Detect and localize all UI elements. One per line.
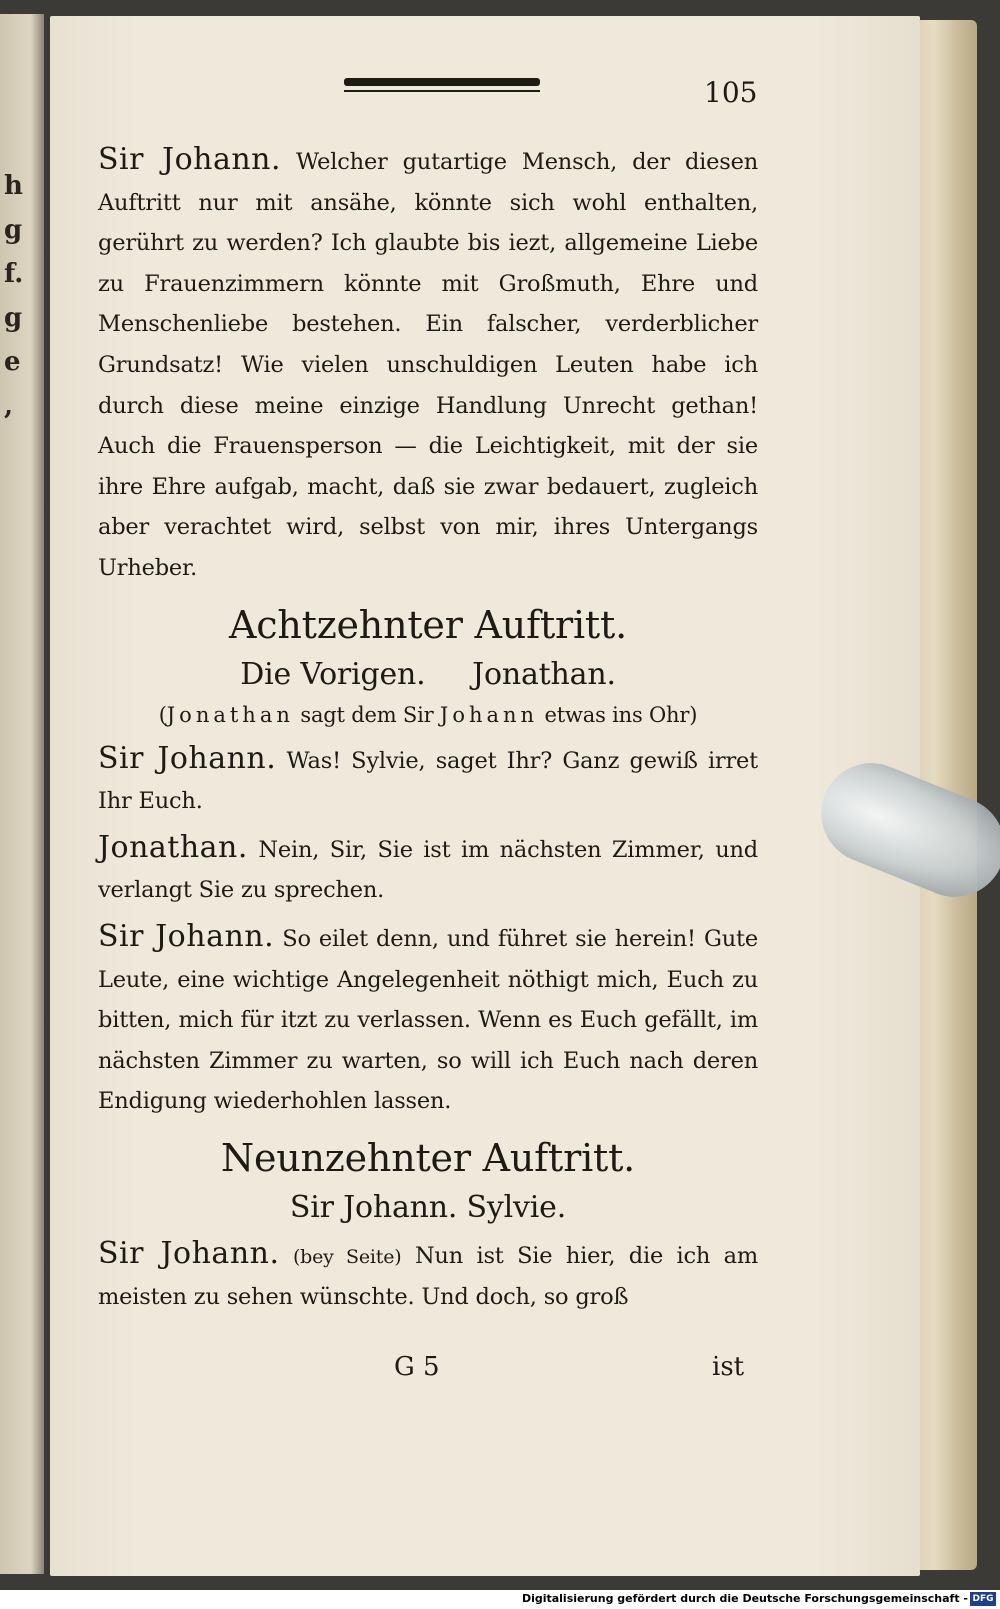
speaker-label: Sir Johann. <box>98 740 277 776</box>
left-margin-marks <box>4 164 34 428</box>
left-mark: f. <box>4 259 24 289</box>
header-rule-thin <box>344 90 540 92</box>
speech-text: Welcher gutartige Mensch, der diesen Auftritt nur mit ansähe, könnte sich wohl enthalten, gerührt zu werden? Ich glaubte bis iezt, allgemeine Liebe zu Frauenzimmern könnte mit Großmuth, Ehre und Menschenliebe bestehen. Ein falscher, verderblicher Grundsatz! Wie vielen unschuldigen Leuten habe ich durch diese meine einzige Handlung Unrecht gethan! Auch die Frauensperson — die Leichtigkeit, mit der sie ihre Ehre aufgab, macht, daß sie zwar bedauert, zugleich aber verachtet wird, selbst von mir, ihres Untergangs Urheber. <box>98 149 759 581</box>
catchword: ist <box>712 1352 745 1382</box>
stage-text: sagt dem Sir <box>293 702 440 727</box>
left-mark: e <box>4 347 21 377</box>
scene-heading-18: Achtzehnter Auftritt. <box>229 602 627 647</box>
stage-name-johann: Johann <box>439 702 539 727</box>
speech-text: So eilet denn, und führet sie herein! Gute Leute, eine wichtige Angelegenheit nöthigt mich, Euch zu bitten, mich für itzt zu verlassen. Wenn es Euch gefällt, im nächsten Zimmer zu warten, so will ich Euch nach deren Endigung wiederhohlen lassen. <box>98 925 759 1115</box>
speech-sir-johann-19 <box>98 1234 758 1318</box>
aside-direction: (bey Seite) <box>292 1245 402 1268</box>
speech-line <box>98 739 758 822</box>
left-mark: g <box>4 215 23 245</box>
speaker-label: Jonathan. <box>98 829 248 865</box>
left-mark: , <box>4 391 14 421</box>
dfg-logo: DFG <box>970 1592 996 1606</box>
speech-text: Nein, Sir, Sie ist im nächsten Zimmer, und verlangt Sie zu sprechen. <box>98 836 759 904</box>
funding-credit: Digitalisierung gefördert durch die Deutsche Forschungsgemeinschaft - <box>521 1592 968 1605</box>
page-number: 105 <box>704 76 758 109</box>
left-page-edge <box>0 14 44 1574</box>
scene-heading-19: Neunzehnter Auftritt. <box>220 1135 636 1180</box>
signature-mark: G 5 <box>394 1352 440 1382</box>
left-mark: h <box>4 171 23 201</box>
stage-name-jonathan: Jonathan <box>166 702 294 727</box>
speaker-label: Sir Johann. <box>98 1235 280 1271</box>
scene-characters-18: Die Vorigen. Jonathan. <box>240 656 616 692</box>
stage-direction <box>98 697 758 733</box>
speech-text: Was! Sylvie, saget Ihr? Ganz gewiß irret Ihr Euch. <box>98 747 759 815</box>
speech-line <box>98 828 758 911</box>
speaker-label: Sir Johann. <box>98 142 282 177</box>
speech-sir-johann-1 <box>98 140 758 589</box>
speaker-label: Sir Johann. <box>98 918 275 954</box>
stage-open: ( <box>158 702 167 727</box>
stage-text-end: etwas ins Ohr) <box>538 702 698 727</box>
speech-text: Nun ist Sie hier, die ich am meisten zu sehen wünschte. Und doch, so groß <box>98 1242 759 1311</box>
speech-line <box>98 917 758 1122</box>
footer-bar <box>0 1590 1000 1609</box>
page-text <box>98 140 758 1318</box>
scene-characters-19: Sir Johann. Sylvie. <box>289 1189 567 1225</box>
header-rule <box>344 78 540 86</box>
left-mark: g <box>4 303 23 333</box>
